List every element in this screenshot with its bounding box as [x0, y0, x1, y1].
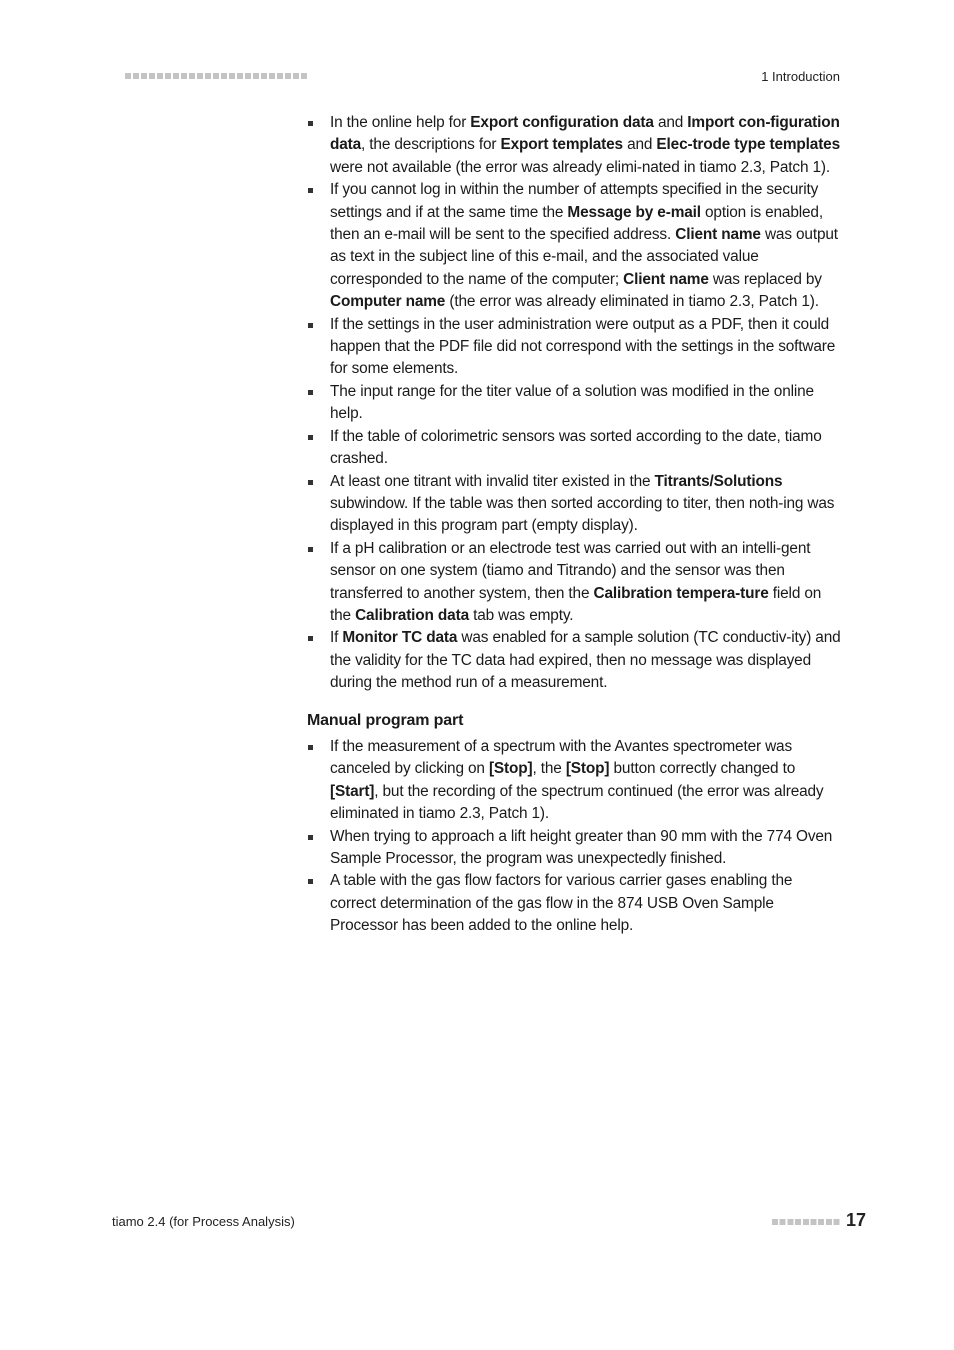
text-run: If a pH calibration or an electrode test was carried out with an intelli-gent sensor on one system (tiamo and Titrando) and the sensor was then transferred to another system, then the — [330, 539, 811, 602]
bullet-list — [307, 112, 841, 695]
list-item — [307, 179, 841, 313]
list-item — [307, 627, 841, 694]
text-run: A table with the gas flow factors for various carrier gases enabling the correct determination of the gas flow in the 874 USB Oven Sample Processor has been added to the online help. — [330, 872, 793, 935]
text-run: If — [330, 629, 343, 647]
text-run: In the online help for — [330, 114, 471, 131]
bold-term: Computer name — [330, 293, 446, 311]
list-item — [307, 736, 841, 826]
text-run: option is enabled, then an e-mail will be sent to the specified address. — [330, 203, 823, 244]
bold-term: Calibration tempera-ture — [593, 584, 769, 602]
list-item — [307, 381, 841, 426]
bold-term: Elec-trode type templates — [656, 136, 840, 154]
text-run: was replaced by — [708, 270, 822, 288]
bold-term: Export templates — [500, 136, 623, 154]
bold-term: Monitor TC data — [342, 629, 458, 647]
text-run: field on the — [330, 584, 822, 624]
bold-term: Calibration data — [355, 606, 469, 624]
footer-product-name: tiamo 2.4 (for Process Analysis) — [112, 1214, 295, 1229]
list-item — [307, 314, 841, 381]
text-run: , the — [532, 760, 566, 778]
text-run: button correctly changed to — [609, 760, 796, 778]
main-content — [307, 112, 841, 938]
list-item — [307, 426, 841, 471]
bold-term: [Stop] — [565, 760, 610, 778]
text-run: and — [622, 136, 657, 154]
page-number: 17 — [846, 1210, 867, 1230]
list-item — [307, 538, 841, 628]
list-item — [307, 870, 841, 937]
list-item — [307, 826, 841, 871]
bold-term: Client name — [675, 226, 761, 244]
text-run: If the table of colorimetric sensors was sorted according to the date, tiamo crashed. — [330, 427, 822, 468]
text-run: The input range for the titer value of a solution was modified in the online help. — [330, 382, 814, 423]
bold-term: Message by e-mail — [567, 203, 701, 221]
header-decoration — [125, 73, 307, 79]
text-run: was enabled for a sample solution (TC conductiv-ity) and the validity for the TC data had expired, then no message was displayed during the method run of a measurement. — [330, 629, 841, 692]
text-run: At least one titrant with invalid titer existed in the — [330, 472, 655, 490]
bold-term: [Stop] — [488, 760, 533, 778]
text-run: If the measurement of a spectrum with the Avantes spectrometer was canceled by clicking on — [330, 737, 793, 778]
text-run: was output as text in the subject line of this e-mail, and the associated value corresponded to the name of the computer; — [330, 226, 838, 288]
bullet-list-manual — [307, 736, 841, 938]
bold-term: Export configuration data — [470, 114, 654, 131]
text-run: When trying to approach a lift height greater than 90 mm with the 774 Oven Sample Processor, the program was unexpectedly finished. — [330, 827, 833, 867]
text-run: If you cannot log in within the number of attempts specified in the security settings and if at the same time the — [330, 181, 819, 221]
bold-term: Client name — [623, 270, 709, 288]
footer-decoration — [772, 1219, 840, 1225]
text-run: (the error was already eliminated in tiamo 2.3, Patch 1). — [445, 293, 819, 311]
text-run: If the settings in the user administration were output as a PDF, then it could happen that the PDF file did not correspond with the settings in the software for some elements. — [330, 315, 836, 378]
list-item — [307, 471, 841, 538]
running-header: 1 Introduction — [761, 69, 840, 84]
section-heading: Manual program part — [307, 711, 464, 729]
text-run: and — [653, 114, 688, 131]
text-run: , the descriptions for — [361, 136, 501, 154]
bold-term: Titrants/Solutions — [654, 472, 783, 490]
bold-term: Import con-figuration data — [330, 114, 840, 154]
text-run: subwindow. If the table was then sorted according to titer, then noth-ing was displayed in this program part (empty display). — [330, 494, 835, 535]
bold-term: [Start] — [330, 782, 375, 800]
list-item — [307, 112, 841, 179]
text-run: tab was empty. — [468, 606, 574, 624]
text-run: , but the recording of the spectrum continued (the error was already eliminated in tiamo 2.3, Patch 1). — [330, 782, 824, 823]
text-run: were not available (the error was already elimi-nated in tiamo 2.3, Patch 1). — [330, 158, 831, 176]
